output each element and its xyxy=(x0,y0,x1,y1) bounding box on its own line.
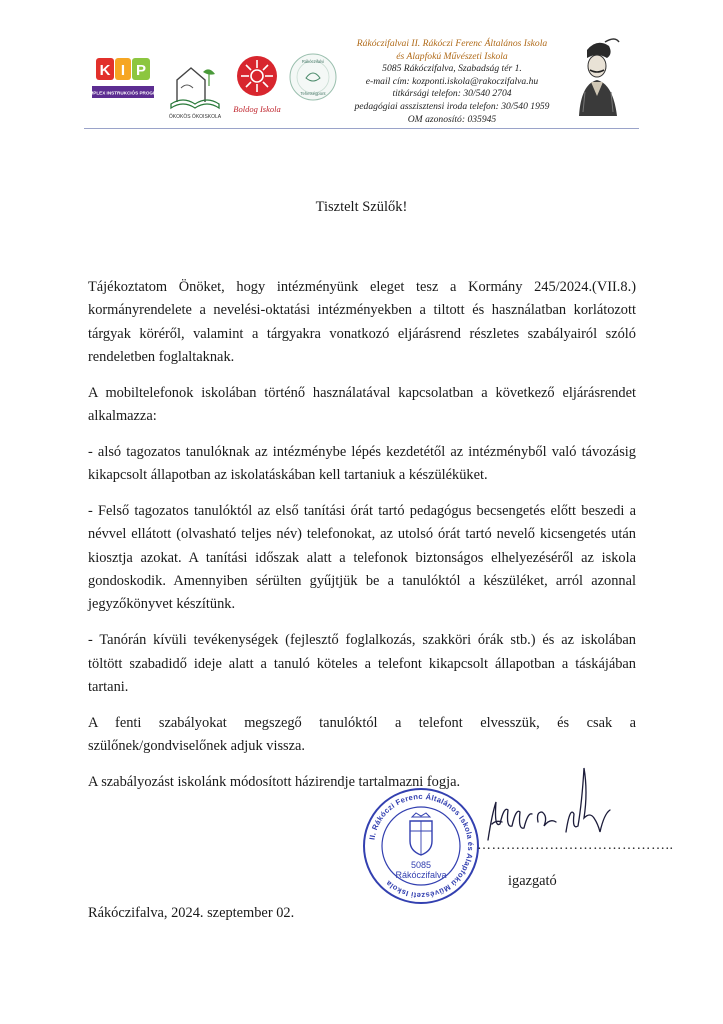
greeting: Tisztelt Szülők! xyxy=(315,199,408,215)
signature-line: ………………………………….. xyxy=(477,838,674,853)
signer-role: igazgató xyxy=(508,873,557,889)
boldog-iskola-caption: Boldog Iskola xyxy=(233,104,281,114)
header-divider xyxy=(84,128,639,129)
tehetsegpont-logo xyxy=(288,52,338,102)
letter-body xyxy=(88,276,636,807)
tehetsegpont-caption-bottom: Tehetségpont xyxy=(300,91,326,96)
kip-letter-i: I xyxy=(120,62,126,79)
official-stamp xyxy=(360,785,482,907)
letterhead xyxy=(0,0,723,130)
paragraph-upper-grades: - Felső tagozatos tanulóktól az első tanítási órát tartó pedagógus becsengetés előtt beszedi a névvel ellátott (olvasható teljes név) telefonokat, az utolsó órát tartó nevelő kicsengetés után kiosztja azokat. A tanítási időszak alatt a telefonok biztonságos elhelyezéséről az iskola gondoskodik. Amennyiben sérülten gyűjtjük be a tanulóktól a készüléket, arról azonnal jegyzőkönyvet készítünk. xyxy=(88,503,636,613)
okoiskola-logo xyxy=(163,62,227,122)
tehetsegpont-caption-top: Rákóczifalvi xyxy=(301,59,325,64)
paragraph-procedure: A mobiltelefonok iskolában történő használatával kapcsolatban a következő eljárásrendet alkalmazza: xyxy=(88,384,636,425)
school-address: 5085 Rákóczifalva, Szabadság tér 1. xyxy=(382,63,522,75)
kip-letter-p: P xyxy=(135,62,147,79)
assistant-phone: pedagógiai asszisztensi iroda telefon: 30/540 1959 xyxy=(354,100,550,112)
paragraph-extracurricular: - Tanórán kívüli tevékenységek (fejlesztő foglalkozás, szakköri órák stb.) és az iskolában töltött szabadidő ideje alatt a tanuló köteles a telefont kikapcsolt állapotban a táskájában tartani. xyxy=(88,632,636,695)
kip-caption: KOMPLEX INSTRUKCIÓS PROGRAM xyxy=(82,90,164,96)
stamp-town: Rákóczifalva xyxy=(395,870,447,880)
secretary-phone: titkársági telefon: 30/540 2704 xyxy=(392,88,512,100)
paragraph-violations: A fenti szabályokat megszegő tanulóktól a telefont elvesszük, és csak a szülőnek/gondviselőnek adjuk vissza. xyxy=(88,714,636,755)
kip-logo xyxy=(82,56,164,114)
om-id: OM azonosító: 035945 xyxy=(407,113,497,125)
paragraph-house-rules: A szabályozást iskolánk módosított házirendje tartalmazni fogja. xyxy=(88,773,461,790)
school-contact-block xyxy=(334,38,570,126)
school-email: e-mail cím: kozponti.iskola@rakoczifalva.hu xyxy=(365,75,539,87)
stamp-ring-text: II. Rákóczi Ferenc Általános Iskola és Alapfokú Művészeti Iskola xyxy=(367,791,476,901)
school-name-line1: Rákóczifalvai II. Rákóczi Ferenc Általános Iskola xyxy=(356,38,548,49)
paragraph-lower-grades: - alsó tagozatos tanulóknak az intézménybe lépés kezdetétől az intézményből való távozásig kikapcsolt állapotban az iskolatáskában kell tartaniuk a készüléküket. xyxy=(88,443,636,484)
stamp-postcode: 5085 xyxy=(410,860,432,870)
rakoczi-portrait xyxy=(571,36,623,116)
kip-letter-k: K xyxy=(99,62,111,79)
okoiskola-caption: ÖKOKÖS ÖKOISKOLA xyxy=(168,114,222,120)
paragraph-intro: Tájékoztatom Önöket, hogy intézményünk eleget tesz a Kormány 245/2024.(VII.8.) kormányrendelete a nevelési-oktatási intézményekben a tiltott és használatban korlátozott tárgyak köréről, valamint a tárgyakra vonatkozó eljárásrend részletes szabályairól szóló rendeletben foglaltaknak. xyxy=(88,279,636,365)
boldog-iskola-logo xyxy=(228,52,286,118)
school-name-line2: és Alapfokú Művészeti Iskola xyxy=(396,50,508,62)
place-and-date: Rákóczifalva, 2024. szeptember 02. xyxy=(88,905,295,921)
